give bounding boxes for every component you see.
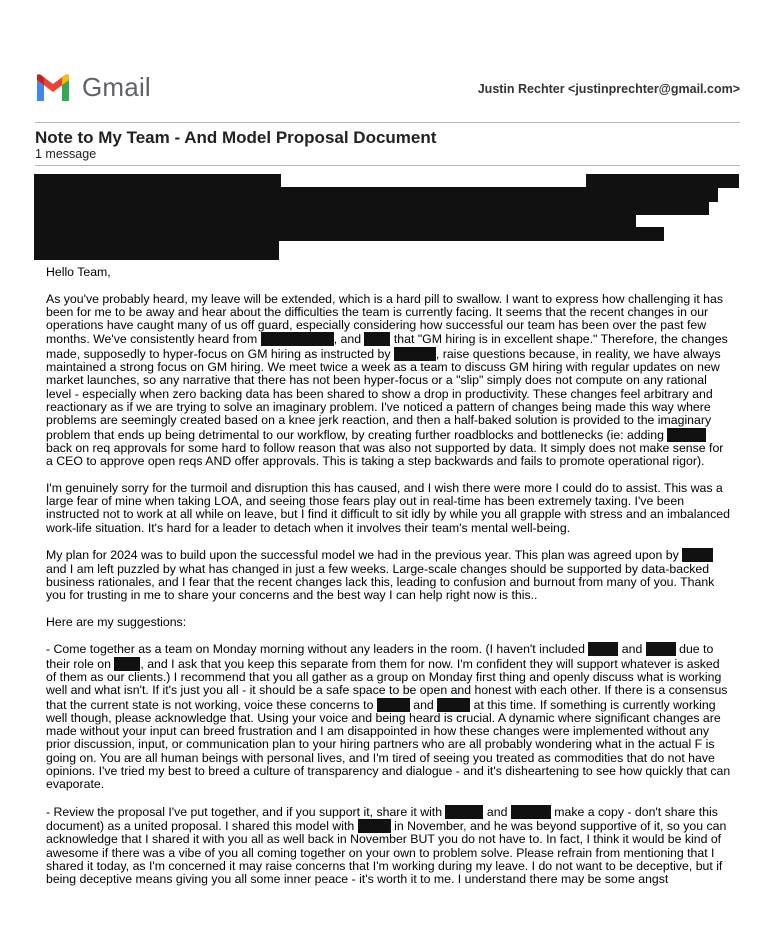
redaction-box xyxy=(437,698,470,712)
gmail-wordmark: Gmail xyxy=(82,71,151,102)
redaction-box xyxy=(358,819,391,833)
paragraph-suggestions-intro: Here are my suggestions: xyxy=(46,614,187,629)
account-identity: Justin Rechter <justinprechter@gmail.com> xyxy=(477,82,740,96)
redaction-box xyxy=(588,642,618,656)
paragraph-leave-extended: As you've probably heard, my leave will be extended, which is a hard pill to swallow. I want to express how challenging it has been for me to be away and hear about the difficulties the team is currently facing. It seems that the recent changes in our operations have caught many of us off guard, especially considering how successful our team has been over the past few months. We've consistently heard from , and that "GM hiring is in excellent shape." Therefore, the changes made, supposedly to hyper-focus on GM hiring as instructed by , raise questions because, in reality, we have always maintained a strong focus on GM hiring. We meet twice a week as a team to discuss GM hiring with regular updates on new market launches, so any narrative that there has not been hyper-focus or a "slip" simply does not compute on any rational level - especially when zero backing data has been shared to show a drop in productivity. These changes feel arbitrary and reactionary as if we are trying to solve an imaginary problem. I've noticed a pattern of changes being made this way where problems are seemingly created based on a knee jerk reaction, and then a half-baked solution is provided to the imaginary problem that ends up being detrimental to our workflow, by creating further roadblocks and bottlenecks (ie: adding back on req approvals for some hard to follow reason that was also not supported by data. It simply does not make sense for a CEO to approve open reqs AND offer approvals. This is taking a step backwards and fails to promote operational rigor). xyxy=(46,291,728,469)
gmail-logo xyxy=(34,72,151,102)
greeting: Hello Team, xyxy=(46,265,111,279)
header-divider xyxy=(35,122,740,123)
redaction-box xyxy=(682,548,713,562)
redaction-box xyxy=(511,805,551,819)
paragraph-suggestion-proposal: - Review the proposal I've put together, and if you support it, share it with and make a copy - don't share this document) as a united proposal. I shared this model with in November, and he was beyond supportive of it, so you can acknowledge that I shared it with you all as well back in November BUT you do not have to. In fact, I think it would be kind of awesome if there was a vibe of you all coming together on your own to problem solve. Please refrain from mentioning that I shared it today, as I'm concerned it may raise concerns that I'm working during my leave. I do not want to be deceptive, but if being deceptive means giving you all some inner peace - it's worth it to me. I understand there may be some angst xyxy=(46,804,727,887)
message-count: 1 message xyxy=(35,147,97,161)
redaction-box xyxy=(646,642,676,656)
redaction-box xyxy=(394,347,436,361)
redaction-box xyxy=(667,428,706,442)
redaction-box xyxy=(445,805,483,819)
redaction-box xyxy=(114,657,140,671)
paragraph-suggestion-meeting: - Come together as a team on Monday morning without any leaders in the room. (I haven't included and due to their role on , and I ask that you keep this separate from them for now. I'm confident they will support whatever is asked of them as our clients.) I recommend that you all gather as a group on Monday first thing and openly discuss what is working well and what isn't. If it's just you all - it should be a safe space to be open and honest with each other. If there is a consensus that the current state is not working, voice these concerns to and at this time. If something is currently working well though, please acknowledge that. Using your voice and being heard is crucial. A dynamic where significant changes are made without your input can breed frustration and I am disappointed in how these changes were implemented without any prior discussion, input, or communication plan to your hiring partners who are all probably wondering what in the actual F is going on. You are all human beings with personal lives, and I'm tired of seeing you treated as commodities that do not have opinions. I've tried my best to breed a culture of transparency and dialogue - and it's disheartening to see how quickly that can evaporate. xyxy=(46,642,731,792)
email-subject: Note to My Team - And Model Proposal Document xyxy=(35,128,437,147)
paragraph-apology: I'm genuinely sorry for the turmoil and disruption this has caused, and I wish there were more I could do to assist. This was a large fear of mine when taking LOA, and seeing those fears play out in real-time has been extremely taxing. I've been instructed not to work at all while on leave, but I find it difficult to sit idly by while you all grapple with stress and an imbalanced work-life situation. It's hard for a leader to detach when it involves their team's mental well-being. xyxy=(46,480,730,535)
gmail-m-icon xyxy=(34,73,72,102)
paragraph-2024-plan: My plan for 2024 was to build upon the successful model we had in the previous year. This plan was agreed upon by and I am left puzzled by what has changed in just a few weeks. Large-scale changes should be supported by data-backed business rationales, and I fear that the recent changes lack this, leading to confusion and burnout from many of you. Thank you for trusting in me to share your concerns and the best way I can help right now is this.. xyxy=(46,548,715,603)
redaction-box xyxy=(261,332,334,346)
email-body xyxy=(46,266,732,900)
redaction-box xyxy=(364,332,390,346)
subject-divider xyxy=(35,165,740,166)
redaction-box xyxy=(377,698,410,712)
